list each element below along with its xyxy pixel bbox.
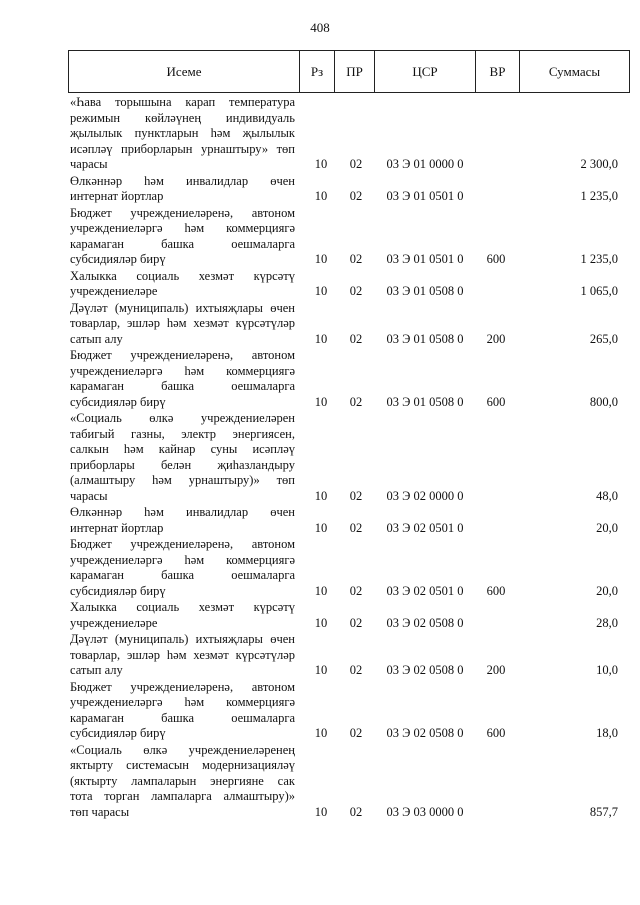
row-csr: 03 Э 02 0508 0	[386, 726, 464, 740]
row-sum: 10,0	[596, 663, 618, 677]
row-name-line: карамаган башка оешмаларга	[70, 710, 295, 725]
row-rz: 10	[314, 804, 328, 819]
row-name-line: учреждениеләргә һәм коммерциягә	[70, 221, 295, 235]
row-name-line: исәпләү приборларын урнаштыру» төп	[70, 141, 295, 156]
row-pr: 02	[349, 284, 363, 298]
row-csr: 03 Э 02 0501 0	[386, 520, 464, 535]
row-name-line: учреждениеләре	[70, 284, 158, 298]
table-row	[0, 600, 640, 631]
table-row	[0, 505, 640, 536]
row-name	[70, 301, 295, 348]
row-sum: 1 235,0	[580, 189, 618, 203]
row-name-line: (алмаштыру һәм урнаштыру)» төп	[70, 473, 295, 487]
table-row	[0, 537, 640, 599]
row-pr: 02	[349, 331, 363, 346]
row-name-line: субсидияләр бирү	[70, 583, 166, 598]
row-csr: 03 Э 01 0000 0	[386, 157, 464, 171]
row-sum: 28,0	[596, 615, 618, 630]
row-rz: 10	[314, 615, 328, 630]
row-pr: 02	[349, 663, 363, 677]
row-name	[70, 269, 295, 300]
row-pr: 02	[349, 726, 363, 740]
row-pr: 02	[349, 804, 363, 819]
row-sum: 1 065,0	[580, 284, 618, 298]
row-csr: 03 Э 01 0501 0	[386, 189, 464, 203]
row-rz: 10	[314, 663, 328, 677]
row-name-line: «Социаль өлкә учреждениеләрен	[70, 411, 295, 425]
row-csr: 03 Э 02 0508 0	[386, 615, 464, 630]
row-csr: 03 Э 01 0501 0	[386, 252, 464, 266]
row-name-line: Бюджет учреждениеләренә, автоном	[70, 537, 295, 551]
row-sum: 20,0	[596, 583, 618, 598]
row-name	[70, 600, 295, 631]
row-name-line: сатып алу	[70, 663, 123, 677]
row-pr: 02	[349, 520, 363, 535]
row-name-line: Өлкәннәр һәм инвалидлар өчен	[70, 173, 295, 188]
row-name-line: Бюджет учреждениеләренә, автоном	[70, 205, 295, 220]
table-row	[0, 632, 640, 679]
row-name-line: яктырту системасын модернизацияләү	[70, 758, 295, 772]
header-rz: Рз	[300, 51, 335, 92]
row-name-line: режимын көйләүнең индивидуаль	[70, 110, 295, 125]
row-name-line: чарасы	[70, 488, 108, 503]
row-sum: 800,0	[589, 394, 618, 409]
row-name-line: субсидияләр бирү	[70, 252, 166, 266]
row-name	[70, 743, 295, 821]
row-vr: 600	[486, 726, 506, 740]
row-name-line: чарасы	[70, 157, 108, 171]
row-name-line: учреждениеләре	[70, 615, 158, 630]
row-rz: 10	[314, 488, 328, 503]
row-rz: 10	[314, 252, 328, 266]
header-csr: ЦСР	[375, 51, 476, 92]
row-name-line: субсидияләр бирү	[70, 726, 166, 740]
row-sum: 265,0	[589, 331, 618, 346]
row-name-line: учреждениеләргә һәм коммерциягә	[70, 363, 295, 378]
table-row	[0, 680, 640, 742]
row-name-line: «Социаль өлкә учреждениеләренең	[70, 742, 295, 757]
row-name-line: «Һава торышына карап температура	[70, 95, 295, 109]
row-rz: 10	[314, 284, 328, 298]
row-pr: 02	[349, 252, 363, 266]
row-name-line: карамаган башка оешмаларга	[70, 379, 295, 393]
row-name	[70, 537, 295, 599]
row-rz: 10	[314, 726, 328, 740]
row-csr: 03 Э 01 0508 0	[386, 284, 464, 298]
row-csr: 03 Э 01 0508 0	[386, 394, 464, 409]
table-row	[0, 411, 640, 504]
row-csr: 03 Э 02 0508 0	[386, 663, 464, 677]
row-vr: 600	[486, 252, 506, 266]
row-name-line: Бюджет учреждениеләренә, автоном	[70, 679, 295, 694]
row-rz: 10	[314, 157, 328, 171]
row-name-line: карамаган башка оешмаларга	[70, 568, 295, 582]
row-name	[70, 174, 295, 205]
page-number: 408	[310, 20, 330, 35]
row-name-line: төп чарасы	[70, 804, 130, 819]
row-name-line: приборлары белән җиһазландыру	[70, 457, 295, 472]
table-row	[0, 174, 640, 205]
row-name	[70, 95, 295, 173]
header-vr: ВР	[476, 51, 520, 92]
row-name-line: Бюджет учреждениеләренә, автоном	[70, 348, 295, 362]
row-csr: 03 Э 03 0000 0	[386, 804, 464, 819]
row-name-line: Халыкка социаль хезмәт күрсәтү	[70, 268, 295, 283]
row-name	[70, 411, 295, 504]
table-row	[0, 269, 640, 300]
row-name-line: (яктырту лампаларын энергияне сак	[70, 773, 295, 788]
table-row	[0, 301, 640, 348]
row-pr: 02	[349, 189, 363, 203]
row-name-line: товарлар, эшләр һәм хезмәт күрсәтүләр	[70, 316, 295, 330]
row-name-line: интернат йортлар	[70, 189, 164, 203]
row-pr: 02	[349, 157, 363, 171]
row-pr: 02	[349, 394, 363, 409]
header-pr: ПР	[335, 51, 375, 92]
row-pr: 02	[349, 488, 363, 503]
row-name	[70, 680, 295, 742]
row-name-line: интернат йортлар	[70, 520, 164, 535]
header-name: Исеме	[69, 51, 300, 92]
row-name-line: сатып алу	[70, 331, 123, 346]
row-name	[70, 348, 295, 410]
table-row	[0, 95, 640, 173]
table-row	[0, 743, 640, 821]
row-vr: 200	[486, 331, 506, 346]
row-name-line: учреждениеләргә һәм коммерциягә	[70, 552, 295, 567]
row-vr: 600	[486, 583, 506, 598]
header-sum: Суммасы	[548, 63, 601, 79]
row-rz: 10	[314, 583, 328, 598]
row-name-line: салкын һәм кайнар суны исәпләү	[70, 442, 295, 456]
table-row	[0, 348, 640, 410]
row-name-line: табигый газны, электр энергиясен,	[70, 426, 295, 441]
row-csr: 03 Э 02 0000 0	[386, 488, 464, 503]
row-name	[70, 505, 295, 536]
row-rz: 10	[314, 189, 328, 203]
row-name-line: Дәүләт (муниципаль) ихтыяҗлары өчен	[70, 300, 295, 315]
row-name-line: Дәүләт (муниципаль) ихтыяҗлары өчен	[70, 632, 295, 646]
row-name-line: карамаган башка оешмаларга	[70, 236, 295, 251]
row-sum: 2 300,0	[580, 157, 618, 171]
row-sum: 20,0	[596, 520, 618, 535]
row-name	[70, 206, 295, 268]
row-rz: 10	[314, 331, 328, 346]
row-pr: 02	[349, 615, 363, 630]
row-name-line: субсидияләр бирү	[70, 394, 166, 409]
row-pr: 02	[349, 583, 363, 598]
row-sum: 857,7	[589, 804, 618, 819]
row-name-line: Өлкәннәр һәм инвалидлар өчен	[70, 505, 295, 519]
row-sum: 1 235,0	[580, 252, 618, 266]
row-name	[70, 632, 295, 679]
row-name-line: товарлар, эшләр һәм хезмәт күрсәтүләр	[70, 647, 295, 662]
row-rz: 10	[314, 520, 328, 535]
row-csr: 03 Э 01 0508 0	[386, 331, 464, 346]
row-sum: 18,0	[596, 726, 618, 740]
table-header	[68, 50, 630, 93]
row-name-line: җылылык пунктларын һәм җылылык	[70, 126, 295, 140]
row-name-line: тота торган лампаларга алмаштыру)»	[70, 789, 295, 803]
row-vr: 600	[486, 394, 506, 409]
row-name-line: учреждениеләргә һәм коммерциягә	[70, 695, 295, 709]
table-row	[0, 206, 640, 268]
row-sum: 48,0	[596, 488, 618, 503]
row-rz: 10	[314, 394, 328, 409]
row-vr: 200	[486, 663, 506, 677]
row-name-line: Халыкка социаль хезмәт күрсәтү	[70, 600, 295, 614]
row-csr: 03 Э 02 0501 0	[386, 583, 464, 598]
